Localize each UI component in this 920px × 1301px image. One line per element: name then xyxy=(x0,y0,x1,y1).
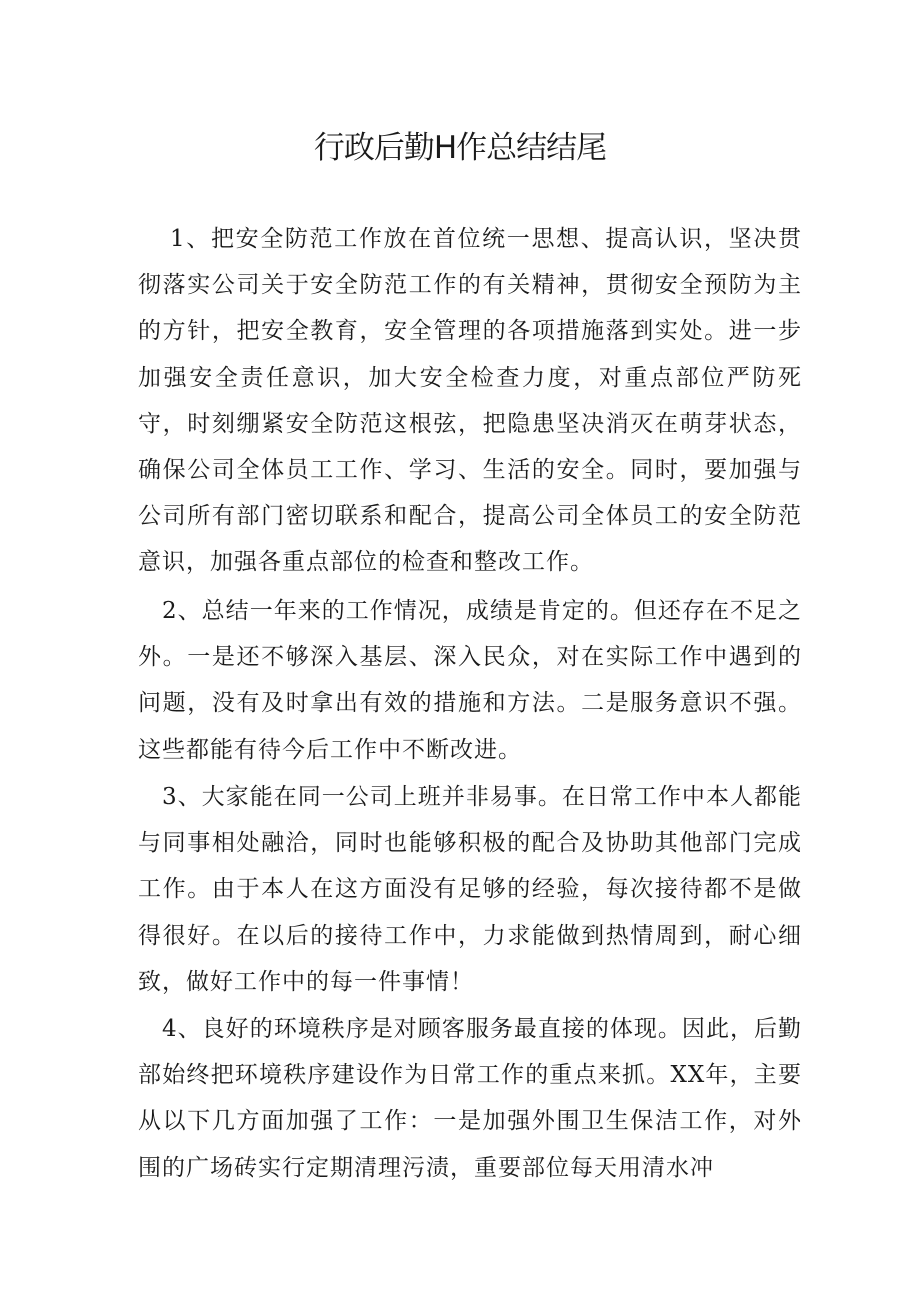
paragraph-1: 1、把安全防范工作放在首位统一思想、提高认识，坚决贯彻落实公司关于安全防范工作的有关精神，贯彻安全预防为主的方针，把安全教育，安全管理的各项措施落到实处。进一步加强安全责任意识，加大安全检查力度，对重点部位严防死守，时刻绷紧安全防范这根弦，把隐患坚决消灭在萌芽状态，确保公司全体员工工作、学习、生活的安全。同时，要加强与公司所有部门密切联系和配合，提高公司全体员工的安全防范意识，加强各重点部位的检查和整改工作。 xyxy=(138,226,802,576)
document-title: 行政后勤H作总结结尾 xyxy=(313,130,607,166)
paragraph-3: 3、大家能在同一公司上班并非易事。在日常工作中本人都能与同事相处融洽，同时也能够积极的配合及协助其他部门完成工作。由于本人在这方面没有足够的经验，每次接待都不是做得很好。在以后的接待工作中，力求能做到热情周到，耐心细致，做好工作中的每一件事情！ xyxy=(138,784,802,995)
paragraph-4: 4、良好的环境秩序是对顾客服务最直接的体现。因此，后勤部始终把环境秩序建设作为日常工作的重点来抓。XX年，主要从以下几方面加强了工作：一是加强外围卫生保洁工作，对外围的广场砖实行定期清理污渍，重要部位每天用清水冲 xyxy=(138,1016,802,1181)
paragraph-2: 2、总结一年来的工作情况，成绩是肯定的。但还存在不足之外。一是还不够深入基层、深入民众，对在实际工作中遇到的问题，没有及时拿出有效的措施和方法。二是服务意识不强。这些都能有待今后工作中不断改进。 xyxy=(138,598,802,763)
